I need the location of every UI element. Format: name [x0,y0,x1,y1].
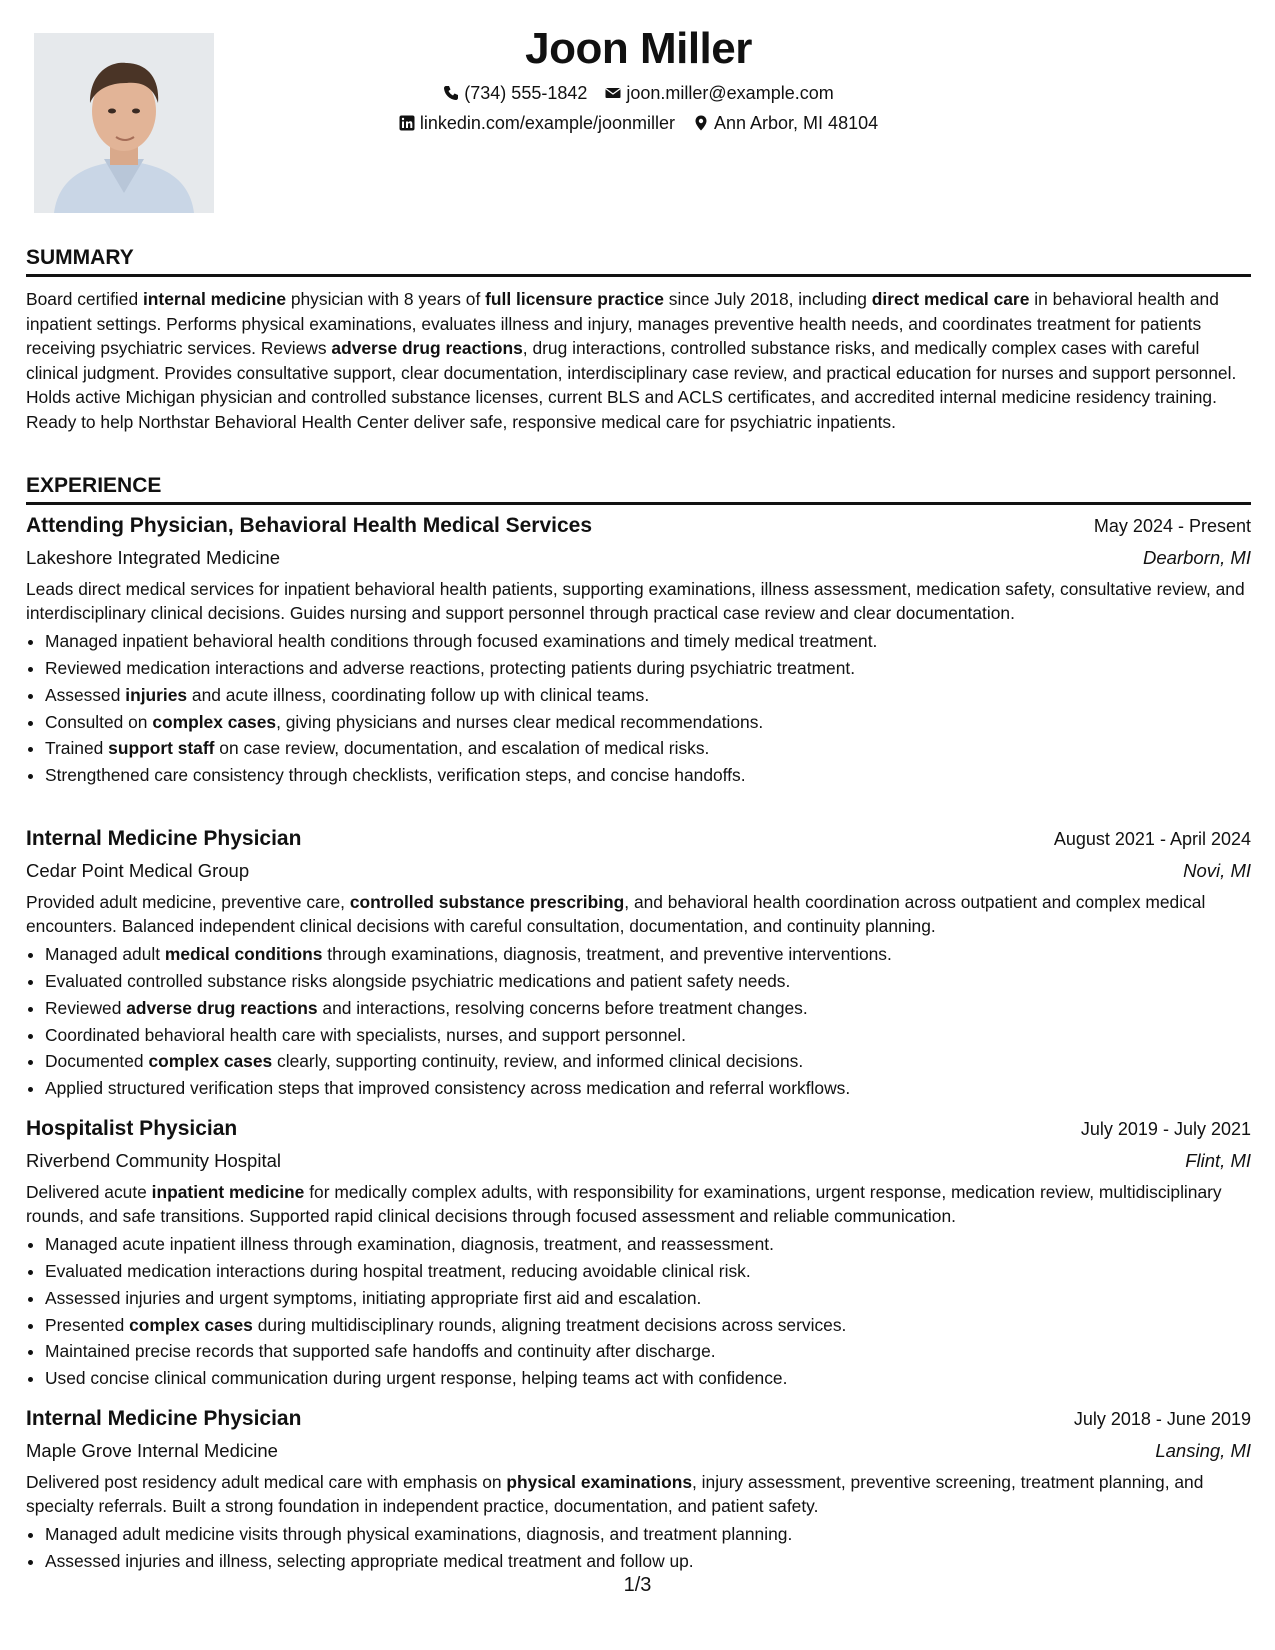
job-dates: July 2019 - July 2021 [1080,1119,1251,1139]
text-run: Consulted on [45,711,153,732]
text-run: Trained [45,738,109,759]
text-run: and acute illness, coordinating follow up with clinical teams. [187,684,650,705]
bold-phrase: direct medical care [871,289,1030,309]
job-entry-4 [26,1403,1251,1575]
bold-phrase: injuries [125,684,188,705]
bullet-item [45,995,1251,1022]
email-address: joon.miller@example.com [626,83,834,103]
job-header [26,1113,1251,1145]
text-run: Assessed [45,684,126,705]
bold-phrase: inpatient medicine [151,1182,305,1202]
company-name: Riverbend Community Hospital [26,1150,281,1171]
bullet-item [45,628,1251,655]
bullet-item [45,1312,1251,1339]
bold-phrase: medical conditions [164,943,323,964]
job-title: Internal Medicine Physician [26,1407,302,1430]
bullet-item [45,1258,1251,1285]
bold-phrase: adverse drug reactions [331,338,523,359]
phone-icon [443,85,459,101]
text-run: Maintained precise records that supported safe handoffs and continuity after discharge. [45,1341,716,1362]
bullet-item [45,1022,1251,1049]
job-description [26,890,1251,939]
text-run: Assessed injuries and illness, selecting appropriate medical treatment and follow up. [45,1550,694,1571]
bold-phrase: full licensure practice [485,289,664,309]
bullet-item [45,968,1251,995]
text-run: Managed adult medicine visits through physical examinations, diagnosis, and treatment planning. [45,1523,793,1544]
job-header [26,1403,1251,1435]
text-run: Provided adult medicine, preventive care, [26,892,350,912]
job-bullets [26,1521,1251,1575]
text-run: Presented [45,1314,130,1335]
job-title: Hospitalist Physician [26,1117,238,1140]
page-number: 1/3 [623,1574,652,1596]
text-run: Coordinated behavioral health care with specialists, nurses, and support personnel. [45,1024,686,1045]
job-location: Dearborn, MI [1143,547,1251,568]
email-contact[interactable] [605,78,833,108]
job-entry-3 [26,1113,1251,1392]
text-run: Managed inpatient behavioral health conditions through focused examinations and timely medical treatment. [45,630,878,651]
text-run: in behavioral health and inpatient settings. Performs physical examinations, evaluates illness and injury, manages preventive health needs, and coordinates treatment for patients receiving psychiatric services. Reviews [26,289,1219,359]
bullet-item [45,655,1251,682]
summary-heading: SUMMARY [26,245,1251,277]
text-run: Managed adult [45,943,165,964]
bold-phrase: complex cases [148,1051,273,1072]
bullet-item [45,1365,1251,1392]
text-run: since July 2018, including [663,289,872,309]
job-dates: May 2024 - Present [1093,516,1251,536]
job-header [26,823,1251,855]
job-description [26,577,1251,626]
bullet-item [45,1285,1251,1312]
phone-contact[interactable] [443,78,587,108]
bold-phrase: complex cases [129,1314,253,1335]
bullet-item [45,1231,1251,1258]
text-run: Applied structured verification steps that improved consistency across medication and referral workflows. [45,1078,851,1099]
job-entry-1 [26,510,1251,789]
bullet-item [45,1521,1251,1548]
bullet-item [45,1048,1251,1075]
bullet-item [45,1338,1251,1365]
job-subheader [26,1145,1251,1177]
job-subheader [26,542,1251,574]
candidate-name: Joon Miller [525,24,752,73]
job-entry-2 [26,823,1251,1102]
summary-paragraph [26,287,1251,435]
job-description [26,1180,1251,1229]
text-run: Strengthened care consistency through checklists, verification steps, and concise handoffs. [45,765,746,786]
bold-phrase: physical examinations [506,1472,692,1492]
job-title: Attending Physician, Behavioral Health Medical Services [26,514,593,537]
linkedin-icon [399,115,415,131]
job-location: Lansing, MI [1155,1440,1251,1461]
text-run: Documented [45,1051,149,1072]
job-location: Novi, MI [1183,860,1251,881]
contact-line-2 [26,108,1251,138]
job-title: Internal Medicine Physician [26,827,302,850]
text-run: for medically complex adults, with responsibility for examinations, urgent response, medication review, multidisciplinary rounds, and safe transitions. Supported rapid clinical decisions through focused assessment and reliable communication. [26,1182,1222,1227]
bullet-item [45,709,1251,736]
text-run: Evaluated medication interactions during hospital treatment, reducing avoidable clinical risk. [45,1260,751,1281]
text-run: clearly, supporting continuity, review, and informed clinical decisions. [272,1051,804,1072]
text-run: Evaluated controlled substance risks alongside psychiatric medications and patient safety needs. [45,970,791,991]
bullet-item [45,762,1251,789]
bullet-item [45,735,1251,762]
envelope-icon [605,85,621,101]
job-bullets [26,941,1251,1102]
bullet-item [45,941,1251,968]
job-subheader [26,855,1251,887]
bullet-item [45,1548,1251,1575]
contact-line-1 [26,78,1251,108]
job-dates: August 2021 - April 2024 [1053,829,1251,849]
company-name: Maple Grove Internal Medicine [26,1440,278,1461]
text-run: , and behavioral health coordination across outpatient and complex medical encounters. Balanced independent clinical decisions with careful consultation, documentation, and continuity planning. [26,892,1206,937]
text-run: on case review, documentation, and escalation of medical risks. [214,738,710,759]
text-run: Managed acute inpatient illness through examination, diagnosis, treatment, and reassessment. [45,1233,774,1254]
job-bullets [26,1231,1251,1392]
text-run: Delivered acute [26,1182,152,1202]
text-run: Reviewed medication interactions and adverse reactions, protecting patients during psychiatric treatment. [45,657,856,678]
text-run: Board certified [26,289,143,309]
resume-header [26,20,1251,138]
job-description [26,1470,1251,1519]
text-run: physician with 8 years of [286,289,486,309]
job-dates: July 2018 - June 2019 [1073,1409,1251,1429]
text-run: through examinations, diagnosis, treatment, and preventive interventions. [322,943,892,964]
bold-phrase: internal medicine [142,289,286,309]
text-run: and interactions, resolving concerns before treatment changes. [317,997,808,1018]
bold-phrase: adverse drug reactions [126,997,318,1018]
job-bullets [26,628,1251,789]
text-run: , drug interactions, controlled substance risks, and medically complex cases with careful clinical judgment. Provides consultative support, clear documentation, interdisciplinary case review, and practical education for nurses and support personnel. Holds active Michigan physician and controlled substance licenses, current BLS and ACLS certificates, and accredited internal medicine residency training. Ready to help Northstar Behavioral Health Center deliver safe, responsive medical care for psychiatric inpatients. [26,338,1237,432]
text-run: Used concise clinical communication during urgent response, helping teams act with confidence. [45,1368,788,1389]
location-text: Ann Arbor, MI 48104 [714,113,879,133]
linkedin-url: linkedin.com/example/joonmiller [419,113,675,133]
text-run: Leads direct medical services for inpatient behavioral health patients, supporting examinations, illness assessment, medication safety, consultative review, and interdisciplinary clinical decisions. Guides nursing and support personnel through practical case review and clear documentation. [26,579,1245,624]
bold-phrase: complex cases [152,711,277,732]
map-pin-icon [693,115,709,131]
linkedin-contact[interactable] [399,108,675,138]
bold-phrase: controlled substance prescribing [349,892,625,912]
job-subheader [26,1435,1251,1467]
text-run: during multidisciplinary rounds, aligning treatment decisions across services. [252,1314,847,1335]
bullet-item [45,682,1251,709]
text-run: Reviewed [45,997,127,1018]
company-name: Lakeshore Integrated Medicine [26,547,281,568]
location-contact [693,108,878,138]
text-run: Assessed injuries and urgent symptoms, initiating appropriate first aid and escalation. [45,1287,702,1308]
bullet-item [45,1075,1251,1102]
experience-heading: EXPERIENCE [26,473,1251,505]
bold-phrase: support staff [108,738,215,759]
job-location: Flint, MI [1185,1150,1251,1171]
text-run: , giving physicians and nurses clear medical recommendations. [276,711,764,732]
text-run: Delivered post residency adult medical care with emphasis on [26,1472,507,1492]
phone-number: (734) 555-1842 [464,83,588,103]
company-name: Cedar Point Medical Group [26,860,250,881]
job-header [26,510,1251,542]
text-run: , injury assessment, preventive screening, treatment planning, and specialty referrals. Built a strong foundation in independent practice, documentation, and patient safety. [26,1472,1204,1517]
resume-page [26,0,1251,1650]
